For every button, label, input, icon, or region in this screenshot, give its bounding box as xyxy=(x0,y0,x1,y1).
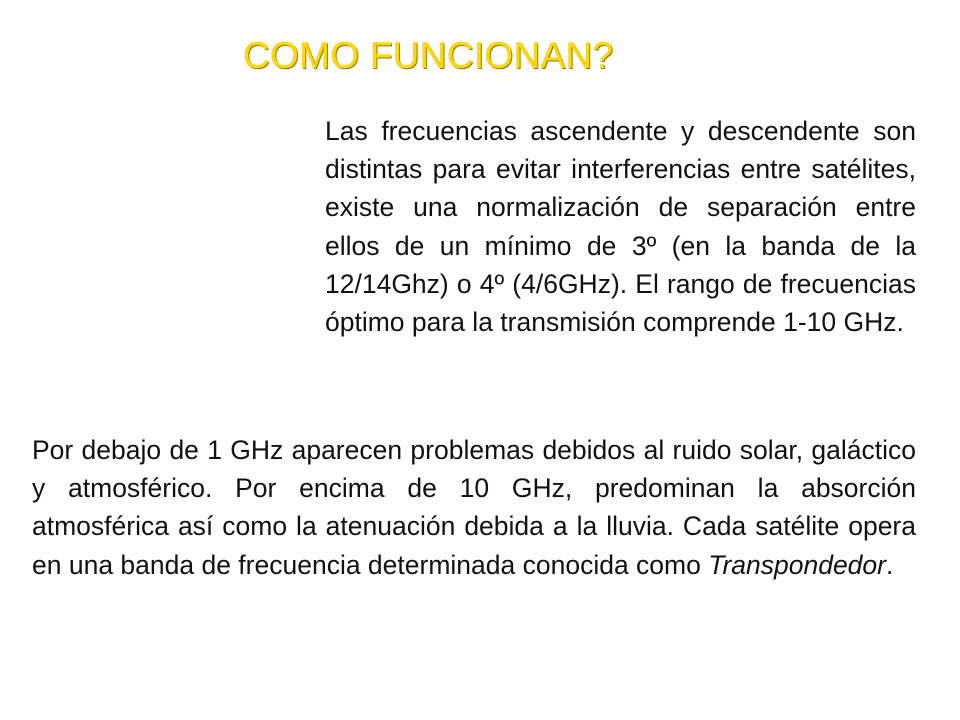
slide-title: COMO FUNCIONAN? xyxy=(243,35,614,76)
frequency-problems-text: Por debajo de 1 GHz aparecen problemas debidos al ruido solar, galáctico y atmosférico. Por encima de 10 GHz, predominan la absorción atmosférica así como la atenuación debida a la lluvia. Cada satélite opera en una banda de frecuencia determinada conocida como xyxy=(32,435,916,580)
transpondedor-term: Transpondedor xyxy=(708,549,886,580)
frequency-separation-paragraph: Las frecuencias ascendente y descendente son distintas para evitar interferencias entre satélites, existe una normalización de separación entre ellos de un mínimo de 3º (en la banda de la 12/14Ghz) o 4º (4/6GHz). El rango de frecuencias óptimo para la transmisión comprende 1-10 GHz. xyxy=(325,116,916,338)
frequency-problems-paragraph xyxy=(32,431,916,584)
paragraph-end-punctuation: . xyxy=(885,549,894,580)
